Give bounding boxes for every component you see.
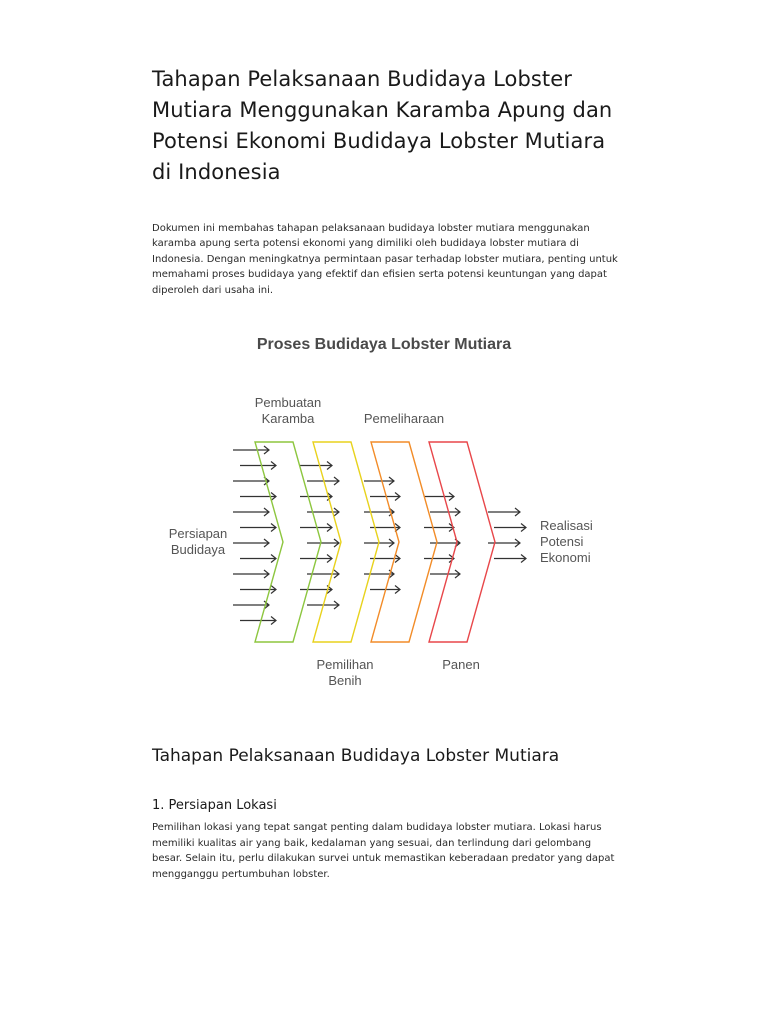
stage-chevron-1 — [255, 442, 321, 642]
section-title: Tahapan Pelaksanaan Budidaya Lobster Mutiara — [152, 746, 560, 766]
flow-arrow — [233, 539, 269, 547]
flow-arrow — [430, 508, 460, 516]
stage-chevron-4 — [429, 442, 495, 642]
flow-arrow — [300, 462, 332, 470]
flow-arrow — [233, 508, 269, 516]
flow-arrow — [233, 570, 269, 578]
subsection-body: Pemilihan lokasi yang tepat sangat penting dalam budidaya lobster mutiara. Lokasi harus memiliki kualitas air yang baik, kedalaman yang sesuai, dan terlindung dari gelombang besar. Selain itu, perlu dilakukan survei untuk memastikan keberadaan predator yang dapat mengganggu pertumbuhan lobster. — [152, 822, 615, 880]
flow-arrow — [307, 539, 339, 547]
flow-arrow — [424, 493, 454, 501]
diagram-title: Proses Budidaya Lobster Mutiara — [256, 336, 512, 353]
flow-arrow — [240, 524, 276, 532]
flow-arrow — [240, 555, 276, 563]
stage-chevron-2 — [313, 442, 379, 642]
subsection-title: 1. Persiapan Lokasi — [152, 798, 277, 813]
flow-arrow — [233, 446, 269, 454]
flow-arrow — [494, 555, 526, 563]
start-label-line2: Budidaya — [170, 542, 226, 557]
flow-arrow — [488, 508, 520, 516]
stage-4-label: Panen — [442, 657, 480, 672]
stage-3-label: Pemeliharaan — [363, 411, 445, 426]
flow-arrow — [424, 555, 454, 563]
process-diagram-svg — [0, 330, 768, 700]
flow-arrow — [488, 539, 520, 547]
flow-arrow — [494, 524, 526, 532]
flow-arrow — [233, 601, 269, 609]
document-title: Tahapan Pelaksanaan Budidaya Lobster Mutiara Menggunakan Karamba Apung dan Potensi Ekonomi Budidaya Lobster Mutiara di Indonesia — [152, 67, 613, 184]
flow-arrow — [424, 524, 454, 532]
stage-chevron-3 — [371, 442, 437, 642]
flow-arrow — [240, 617, 276, 625]
flow-arrow — [240, 462, 276, 470]
start-label-line1: Persiapan — [168, 526, 228, 541]
document-body — [152, 64, 622, 298]
stage-2-label-line2: Benih — [328, 673, 362, 688]
process-diagram — [0, 330, 768, 700]
flow-arrow — [364, 477, 394, 485]
flow-arrow — [430, 570, 460, 578]
flow-arrow — [233, 477, 269, 485]
stage-1-label-line2: Karamba — [261, 411, 315, 426]
stage-2-label-line1: Pemilihan — [316, 657, 374, 672]
end-label-line3: Ekonomi — [540, 550, 591, 565]
intro-paragraph: Dokumen ini membahas tahapan pelaksanaan budidaya lobster mutiara menggunakan karamba apung serta potensi ekonomi yang dimiliki oleh budidaya lobster mutiara di Indonesia. Dengan meningkatnya permintaan pasar terhadap lobster mutiara, penting untuk memahami proses budidaya yang efektif dan efisien serta potensi keuntungan yang dapat diperoleh dari usaha ini. — [152, 223, 618, 296]
stage-1-label-line1: Pembuatan — [254, 395, 322, 410]
end-label-line2: Potensi — [540, 534, 584, 549]
end-label-line1: Realisasi — [540, 518, 593, 533]
